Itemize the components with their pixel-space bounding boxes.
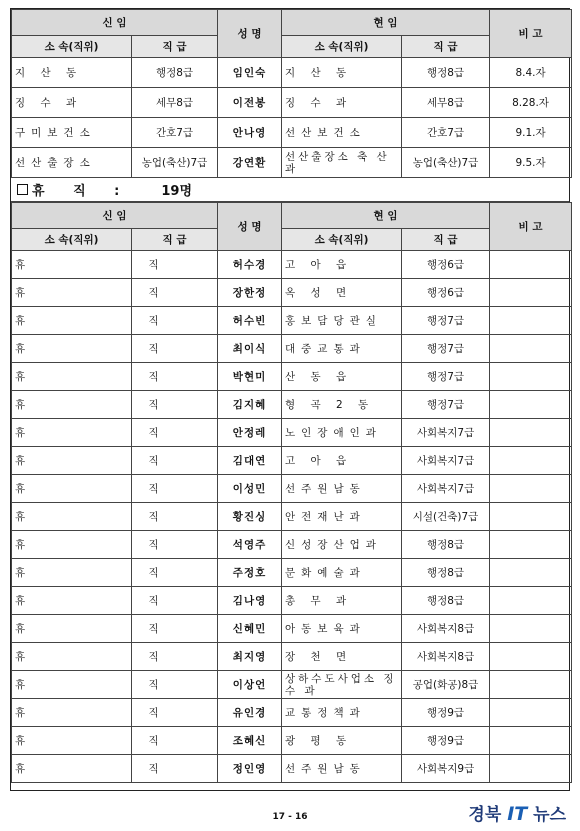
new-dept-cell: 휴 직 xyxy=(12,671,132,699)
note-cell xyxy=(490,419,572,447)
table-row xyxy=(12,307,572,335)
name-cell: 강연환 xyxy=(218,148,282,178)
new-dept-cell: 휴 직 xyxy=(12,643,132,671)
header-note: 비 고 xyxy=(490,10,572,58)
note-cell xyxy=(490,503,572,531)
header-new-dept: 소 속(직위) xyxy=(12,36,132,58)
cur-dept-cell: 교통정책과 xyxy=(282,699,402,727)
name-cell: 박현미 xyxy=(218,363,282,391)
cur-dept-cell: 홍보담당관실 xyxy=(282,307,402,335)
note-cell xyxy=(490,699,572,727)
news-logo xyxy=(468,800,566,825)
note-cell xyxy=(490,671,572,699)
name-cell: 정인영 xyxy=(218,755,282,783)
new-dept-cell: 휴 직 xyxy=(12,447,132,475)
table-row xyxy=(12,363,572,391)
name-cell: 김지혜 xyxy=(218,391,282,419)
name-cell: 최지영 xyxy=(218,643,282,671)
table-row xyxy=(12,391,572,419)
table-row xyxy=(12,615,572,643)
note-cell xyxy=(490,587,572,615)
new-dept-cell: 휴 직 xyxy=(12,419,132,447)
cur-dept-cell: 문화예술과 xyxy=(282,559,402,587)
header-cur-grade: 직 급 xyxy=(402,36,490,58)
logo-text-it: IT xyxy=(507,803,528,825)
new-dept-cell: 징 수 과 xyxy=(12,88,132,118)
cur-dept-cell: 광 평 동 xyxy=(282,727,402,755)
name-cell: 조혜신 xyxy=(218,727,282,755)
new-dept-cell: 휴 직 xyxy=(12,531,132,559)
section-label: 휴 직 : xyxy=(32,184,132,199)
new-dept-cell: 휴 직 xyxy=(12,559,132,587)
table-row xyxy=(12,727,572,755)
note-cell xyxy=(490,615,572,643)
name-cell: 허수경 xyxy=(218,251,282,279)
cur-dept-cell: 신성장산업과 xyxy=(282,531,402,559)
table-row xyxy=(12,587,572,615)
cur-dept-cell: 징 수 과 xyxy=(282,88,402,118)
header-note: 비 고 xyxy=(490,203,572,251)
document-page xyxy=(10,8,570,791)
cur-dept-cell: 선주원남동 xyxy=(282,475,402,503)
note-cell xyxy=(490,279,572,307)
new-dept-cell: 휴 직 xyxy=(12,615,132,643)
cur-dept-cell: 상하수도사업소 징 수 과 xyxy=(282,671,402,699)
leave-table xyxy=(11,202,572,783)
checkbox-square-icon xyxy=(17,184,28,195)
note-cell: 9.1.자 xyxy=(490,118,572,148)
section-count: 19명 xyxy=(161,184,193,199)
cur-grade-cell: 사회복지8급 xyxy=(402,615,490,643)
table-row xyxy=(12,58,572,88)
cur-grade-cell: 행정9급 xyxy=(402,727,490,755)
table-row xyxy=(12,118,572,148)
new-dept-cell: 지 산 동 xyxy=(12,58,132,88)
logo-text-left: 경북 xyxy=(468,805,502,825)
cur-grade-cell: 사회복지9급 xyxy=(402,755,490,783)
name-cell: 최이식 xyxy=(218,335,282,363)
header-new: 신 임 xyxy=(12,10,218,36)
cur-dept-cell: 안전재난과 xyxy=(282,503,402,531)
name-cell: 이성민 xyxy=(218,475,282,503)
cur-dept-cell: 고 아 읍 xyxy=(282,251,402,279)
logo-text-right: 뉴스 xyxy=(533,805,566,825)
new-dept-cell: 휴 직 xyxy=(12,587,132,615)
top-appointment-table xyxy=(11,9,572,178)
table-row xyxy=(12,755,572,783)
cur-grade-cell: 행정8급 xyxy=(402,58,490,88)
cur-grade-cell: 사회복지7급 xyxy=(402,447,490,475)
note-cell xyxy=(490,251,572,279)
cur-dept-cell: 선주원남동 xyxy=(282,755,402,783)
header-new-grade: 직 급 xyxy=(132,36,218,58)
header-current: 현 임 xyxy=(282,203,490,229)
table-row xyxy=(12,643,572,671)
cur-grade-cell: 사회복지8급 xyxy=(402,643,490,671)
note-cell: 8.28.자 xyxy=(490,88,572,118)
cur-dept-cell: 형 곡 2 동 xyxy=(282,391,402,419)
page-number: 17 - 16 xyxy=(272,812,308,822)
cur-grade-cell: 세무8급 xyxy=(402,88,490,118)
cur-grade-cell: 간호7급 xyxy=(402,118,490,148)
header-new-grade: 직 급 xyxy=(132,229,218,251)
name-cell: 황진싱 xyxy=(218,503,282,531)
note-cell xyxy=(490,643,572,671)
cur-grade-cell: 행정7급 xyxy=(402,307,490,335)
name-cell: 석영주 xyxy=(218,531,282,559)
cur-dept-cell: 아동보육과 xyxy=(282,615,402,643)
name-cell: 신혜민 xyxy=(218,615,282,643)
table-row xyxy=(12,447,572,475)
table-row xyxy=(12,148,572,178)
name-cell: 안나영 xyxy=(218,118,282,148)
name-cell: 유인경 xyxy=(218,699,282,727)
table-row xyxy=(12,531,572,559)
cur-dept-cell: 노인장애인과 xyxy=(282,419,402,447)
cur-grade-cell: 농업(축산)7급 xyxy=(402,148,490,178)
name-cell: 임인숙 xyxy=(218,58,282,88)
name-cell: 이상언 xyxy=(218,671,282,699)
cur-dept-cell: 선산출장소 축 산 과 xyxy=(282,148,402,178)
cur-grade-cell: 행정7급 xyxy=(402,391,490,419)
table-row xyxy=(12,699,572,727)
note-cell xyxy=(490,391,572,419)
header-cur-dept: 소 속(직위) xyxy=(282,36,402,58)
note-cell xyxy=(490,727,572,755)
new-grade-cell: 세무8급 xyxy=(132,88,218,118)
cur-grade-cell: 행정7급 xyxy=(402,335,490,363)
table-row xyxy=(12,279,572,307)
cur-grade-cell: 공업(화공)8급 xyxy=(402,671,490,699)
note-cell xyxy=(490,531,572,559)
new-dept-cell: 휴 직 xyxy=(12,363,132,391)
new-grade-cell: 농업(축산)7급 xyxy=(132,148,218,178)
new-dept-cell: 휴 직 xyxy=(12,755,132,783)
cur-dept-cell: 옥 성 면 xyxy=(282,279,402,307)
cur-grade-cell: 행정6급 xyxy=(402,279,490,307)
note-cell xyxy=(490,475,572,503)
new-dept-cell: 휴 직 xyxy=(12,335,132,363)
name-cell: 김대연 xyxy=(218,447,282,475)
cur-grade-cell: 사회복지7급 xyxy=(402,419,490,447)
note-cell: 9.5.자 xyxy=(490,148,572,178)
table-row xyxy=(12,559,572,587)
note-cell xyxy=(490,335,572,363)
cur-dept-cell: 선산보건소 xyxy=(282,118,402,148)
cur-grade-cell: 행정9급 xyxy=(402,699,490,727)
new-dept-cell: 선산출장소 xyxy=(12,148,132,178)
cur-grade-cell: 행정8급 xyxy=(402,531,490,559)
new-dept-cell: 휴 직 xyxy=(12,251,132,279)
table-row xyxy=(12,88,572,118)
header-cur-dept: 소 속(직위) xyxy=(282,229,402,251)
cur-dept-cell: 대중교통과 xyxy=(282,335,402,363)
table-row xyxy=(12,251,572,279)
new-dept-cell: 휴 직 xyxy=(12,727,132,755)
note-cell xyxy=(490,755,572,783)
cur-dept-cell: 장 천 면 xyxy=(282,643,402,671)
new-dept-cell: 휴 직 xyxy=(12,307,132,335)
cur-grade-cell: 행정6급 xyxy=(402,251,490,279)
header-current: 현 임 xyxy=(282,10,490,36)
cur-grade-cell: 시설(건축)7급 xyxy=(402,503,490,531)
cur-grade-cell: 행정8급 xyxy=(402,587,490,615)
new-dept-cell: 휴 직 xyxy=(12,475,132,503)
table-row xyxy=(12,475,572,503)
cur-grade-cell: 사회복지7급 xyxy=(402,475,490,503)
header-name: 성 명 xyxy=(218,203,282,251)
cur-grade-cell: 행정7급 xyxy=(402,363,490,391)
name-cell: 이전봉 xyxy=(218,88,282,118)
table-row xyxy=(12,335,572,363)
table-row xyxy=(12,671,572,699)
cur-dept-cell: 총 무 과 xyxy=(282,587,402,615)
new-dept-cell: 구미보건소 xyxy=(12,118,132,148)
new-dept-cell: 휴 직 xyxy=(12,279,132,307)
leave-section-header xyxy=(11,177,569,202)
header-new-dept: 소 속(직위) xyxy=(12,229,132,251)
name-cell: 허수빈 xyxy=(218,307,282,335)
cur-grade-cell: 행정8급 xyxy=(402,559,490,587)
cur-dept-cell: 고 아 읍 xyxy=(282,447,402,475)
note-cell xyxy=(490,447,572,475)
note-cell xyxy=(490,559,572,587)
new-dept-cell: 휴 직 xyxy=(12,391,132,419)
table-row xyxy=(12,419,572,447)
new-dept-cell: 휴 직 xyxy=(12,503,132,531)
name-cell: 안정레 xyxy=(218,419,282,447)
header-name: 성 명 xyxy=(218,10,282,58)
new-grade-cell: 간호7급 xyxy=(132,118,218,148)
table-row xyxy=(12,503,572,531)
note-cell xyxy=(490,363,572,391)
note-cell: 8.4.자 xyxy=(490,58,572,88)
cur-dept-cell: 산 동 읍 xyxy=(282,363,402,391)
note-cell xyxy=(490,307,572,335)
header-cur-grade: 직 급 xyxy=(402,229,490,251)
name-cell: 김나영 xyxy=(218,587,282,615)
new-grade-cell: 행정8급 xyxy=(132,58,218,88)
cur-dept-cell: 지 산 동 xyxy=(282,58,402,88)
new-dept-cell: 휴 직 xyxy=(12,699,132,727)
name-cell: 장한정 xyxy=(218,279,282,307)
name-cell: 주정호 xyxy=(218,559,282,587)
header-new: 신 임 xyxy=(12,203,218,229)
